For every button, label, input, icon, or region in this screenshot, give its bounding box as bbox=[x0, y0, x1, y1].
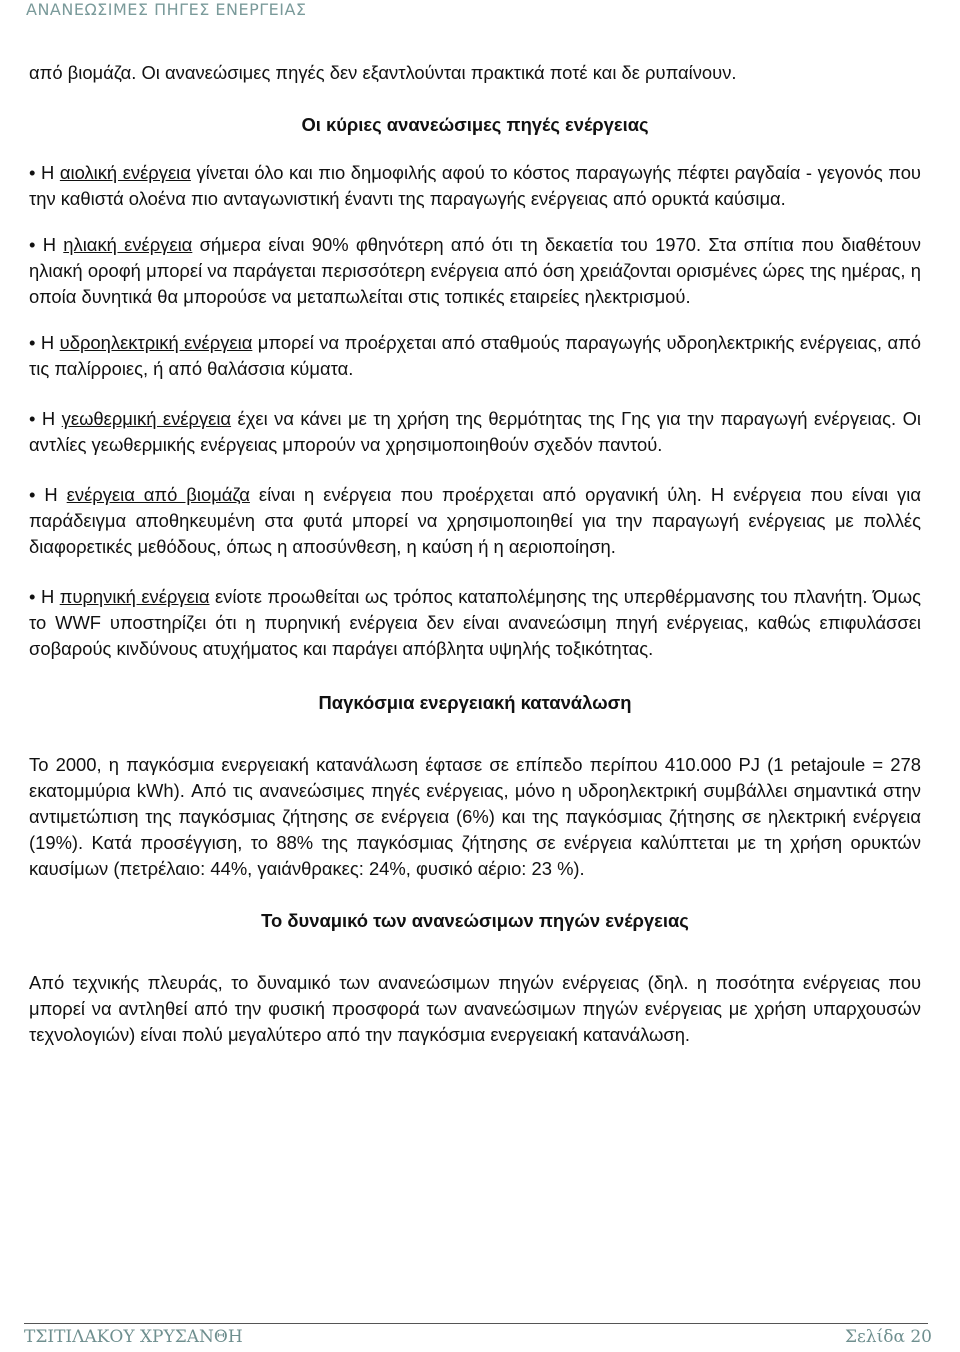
list-item: • Η υδροηλεκτρική ενέργεια μπορεί να προέρχεται από σταθμούς παραγωγής υδροηλεκτρικής ενέργειας, από τις παλίρροιες, ή από θαλάσσια κύματα. bbox=[29, 332, 921, 379]
page-number: Σελίδα 20 bbox=[844, 1327, 932, 1347]
potential-paragraph: Από τεχνικής πλευράς, το δυναμικό των ανανεώσιμων πηγών ενέργειας (δηλ. η ποσότητα ενέργειας που μπορεί να αντληθεί από την φυσική προσφορά των ανανεώσιμων πηγών ενέργειας με χρήση υπαρχουσών τεχνολογιών) είναι πολύ μεγαλύτερο από την παγκόσμια ενεργειακή κατανάλωση. bbox=[29, 972, 921, 1045]
footer-divider bbox=[24, 1323, 928, 1324]
list-item: • Η ηλιακή ενέργεια σήμερα είναι 90% φθηνότερη από ότι τη δεκαετία του 1970. Στα σπίτια που διαθέτουν ηλιακή οροφή μπορεί να παράγεται περισσότερη ενέργεια από όση χρειάζονται ορισμένες ώρες της ημέρας, η οποία δυνητικά θα μπορούσε να μεταπωλείται στις τοπικές εταιρείες ηλεκτρισμού. bbox=[29, 234, 921, 307]
list-item: • Η πυρηνική ενέργεια ενίοτε προωθείται ως τρόπος καταπολέμησης της υπερθέρμανσης του πλανήτη. Όμως το WWF υποστηρίζει ότι η πυρηνική ενέργεια δεν είναι ανανεώσιμη πηγή ενέργειας, καθώς επιφυλάσσει σοβαρούς κινδύνους ατυχήματος και παράγει απόβλητα υψηλής τοξικότητας. bbox=[29, 586, 921, 659]
bullet-icon: • bbox=[29, 484, 36, 505]
solar-energy-link[interactable]: ηλιακή ενέργεια bbox=[63, 234, 193, 255]
footer-author: ΤΣΙΤΙΛΑΚΟΥ ΧΡΥΣΑΝΘΗ bbox=[24, 1327, 243, 1347]
nuclear-energy-link[interactable]: πυρηνική ενέργεια bbox=[59, 586, 210, 607]
bullet-icon: • bbox=[29, 234, 36, 255]
list-item: • Η αιολική ενέργεια γίνεται όλο και πιο δημοφιλής αφού το κόστος παραγωγής πέφτει ραγδαία - γεγονός που την καθιστά ολοένα πιο ανταγωνιστική έναντι της παραγωγής ενέργειας από ορυκτά καύσιμα. bbox=[29, 162, 921, 209]
bullet-icon: • bbox=[29, 586, 36, 607]
document-body bbox=[29, 60, 921, 1048]
bullet-icon: • bbox=[29, 162, 36, 183]
biomass-energy-link[interactable]: ενέργεια από βιομάζα bbox=[66, 484, 250, 505]
heading-main-sources: Οι κύριες ανανεώσιμες πηγές ενέργειας bbox=[301, 114, 649, 135]
heading-renewable-potential: Το δυναμικό των ανανεώσιμων πηγών ενέργειας bbox=[261, 910, 689, 931]
list-item: • Η ενέργεια από βιομάζα είναι η ενέργεια που προέρχεται από οργανική ύλη. Η ενέργεια που είναι για παράδειγμα αποθηκευμένη στα φυτά μπορεί να χρησιμοποιηθεί για την παραγωγή ενέργειας με πολλές διαφορετικές μεθόδους, όπως η αποσύνθεση, η καύση ή η αεριοποίηση. bbox=[29, 484, 921, 557]
bullet-icon: • bbox=[29, 408, 36, 429]
hydro-energy-link[interactable]: υδροηλεκτρική ενέργεια bbox=[59, 332, 253, 353]
list-item: • Η γεωθερμική ενέργεια έχει να κάνει με τη χρήση της θερμότητας της Γης για την παραγωγή ενέργειας. Οι αντλίες γεωθερμικής ενέργειας μπορούν να χρησιμοποιηθούν σχεδόν παντού. bbox=[29, 408, 921, 455]
heading-global-consumption: Παγκόσμια ενεργειακή κατανάλωση bbox=[318, 692, 632, 713]
consumption-paragraph: Το 2000, η παγκόσμια ενεργειακή κατανάλωση έφτασε σε επίπεδο περίπου 410.000 PJ (1 petajoule = 278 εκατομμύρια kWh). Από τις ανανεώσιμες πηγές ενέργειας, μόνο η υδροηλεκτρική συμβάλλει σημαντικά στην αντιμετώπιση της παγκόσμιας ζήτησης σε ενέργεια (6%) και της παγκόσμιας ζήτησης σε ηλεκτρική ενέργεια (19%). Κατά προσέγγιση, το 88% της παγκόσμιας ζήτησης σε ενέργεια καλύπτεται με τη χρήση ορυκτών καυσίμων (πετρέλαιο: 44%, γαιάνθρακες: 24%, φυσικό αέριο: 23 %). bbox=[29, 754, 921, 879]
wind-energy-link[interactable]: αιολική ενέργεια bbox=[59, 162, 191, 183]
intro-paragraph: από βιομάζα. Οι ανανεώσιμες πηγές δεν εξαντλούνται πρακτικά ποτέ και δε ρυπαίνουν. bbox=[29, 62, 737, 83]
page-header: ΑΝΑΝΕΩΣΙΜΕΣ ΠΗΓΕΣ ΕΝΕΡΓΕΙΑΣ bbox=[26, 0, 307, 19]
bullet-icon: • bbox=[29, 332, 36, 353]
geothermal-energy-link[interactable]: γεωθερμική ενέργεια bbox=[61, 408, 232, 429]
